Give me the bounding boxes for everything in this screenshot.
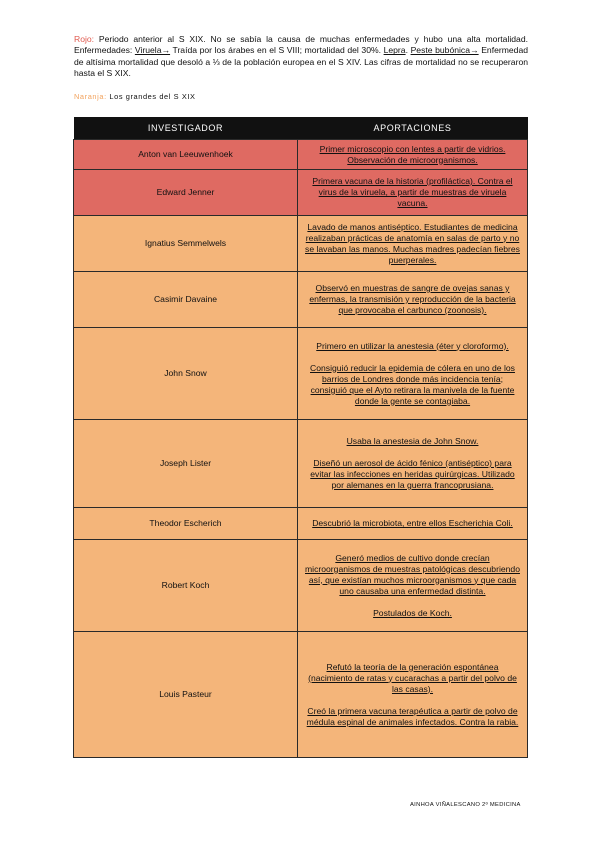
contribution-text: Usaba la anestesia de John Snow. [346, 436, 479, 446]
contribution-cell [298, 420, 528, 508]
footer-author: AINHOA VIÑALESCANO 2º MEDICINA [410, 802, 521, 808]
contribution-cell [298, 540, 528, 632]
investigator-name: Edward Jenner [74, 170, 298, 216]
intro-text-4: Enfermedad de altísima mortalidad que desoló a ⅓ de la población europea en el S XIV. Las cifras de mortalidad no se recuperaron hasta el S XIX. [74, 45, 529, 79]
investigator-name: Anton van Leeuwenhoek [74, 140, 298, 170]
contribution-cell [298, 508, 528, 540]
investigator-name: Ignatius Semmelwels [74, 216, 298, 272]
intro-paragraph [74, 34, 528, 80]
table-row [74, 216, 528, 272]
investigator-name: John Snow [74, 328, 298, 420]
contribution-text: Primera vacuna de la historia (profiláctica). Contra el virus de la viruela, a partir de muestras de viruela vacuna. [312, 176, 513, 208]
section-subtitle [74, 92, 196, 101]
contribution-text: Generó medios de cultivo donde crecían microorganismos de muestras patológicas descubriendo así, que existían muchos microorganismos y que cada uno causaba una enfermedad distinta. [305, 552, 520, 596]
investigator-name: Robert Koch [74, 540, 298, 632]
lepra-term: Lepra [383, 45, 406, 56]
naranja-label: Naranja: [74, 92, 107, 101]
contribution-text: Observó en muestras de sangre de ovejas sanas y enfermas, la transmisión y reproducción de la bacteria que provocaba el carbunco (zoonosis). [309, 283, 516, 315]
intro-text-2: Traída por los árabes en el S VIII; mortalidad del 30%. [170, 45, 384, 56]
subtitle-text: Los grandes del S XIX [106, 92, 196, 101]
table-row [74, 420, 528, 508]
investigator-name: Casimir Davaine [74, 272, 298, 328]
contribution-text: Postulados de Koch. [373, 607, 452, 618]
contribution-cell [298, 272, 528, 328]
contribution-text: Diseñó un aerosol de ácido fénico (antiséptico) para evitar las infecciones en heridas quirúrgicas. Utilizado por alemanes en la guerra francoprusiana. [310, 458, 515, 490]
table-row [74, 170, 528, 216]
viruela-term: Viruela→ [134, 45, 171, 56]
contribution-cell [298, 328, 528, 420]
intro-text-1: Periodo anterior al S XIX. No se sabía la causa de muchas enfermedades y hubo una alta mortalidad. Enfermedades: [74, 34, 528, 56]
table-row [74, 140, 528, 170]
intro-text-3: . [405, 45, 411, 56]
table-header-row [74, 117, 528, 140]
header-investigador: INVESTIGADOR [74, 117, 298, 140]
header-aportaciones: APORTACIONES [298, 117, 528, 140]
researchers-table [73, 117, 528, 758]
table-row [74, 540, 528, 632]
table-row [74, 508, 528, 540]
table-row [74, 272, 528, 328]
investigator-name: Louis Pasteur [74, 632, 298, 758]
contribution-cell [298, 216, 528, 272]
contribution-text: Creó la primera vacuna terapéutica a partir de polvo de médula espinal de animales infectados. Contra la rabia. [306, 705, 519, 727]
contribution-text: Lavado de manos antiséptico. Estudiantes de medicina realizaban prácticas de anatomía en salas de parto y no se lavaban las manos. Muchas madres padecían fiebres puerperales. [305, 221, 520, 265]
investigator-name: Joseph Lister [74, 420, 298, 508]
contribution-cell [298, 632, 528, 758]
peste-term: Peste bubónica→ [410, 45, 479, 56]
contribution-cell [298, 140, 528, 170]
contribution-cell [298, 170, 528, 216]
contribution-text: Descubrió la microbiota, entre ellos Escherichia Coli. [312, 518, 513, 528]
table-row [74, 328, 528, 420]
investigator-name: Theodor Escherich [74, 508, 298, 540]
contribution-text: Primero en utilizar la anestesia (éter y cloroformo). [316, 340, 509, 351]
table-body [74, 140, 528, 758]
rojo-label: Rojo: [74, 34, 95, 44]
contribution-text: Primer microscopio con lentes a partir de vidrios. Observación de microorganismos. [319, 143, 506, 165]
contribution-text: Consiguió reducir la epidemia de cólera en uno de los barrios de Londres donde más incidencia tenía; consiguió que el Ayto retirara la manivela de la fuente donde la gente se contagiaba. [310, 362, 515, 406]
table-row [74, 632, 528, 758]
contribution-text: Refutó la teoría de la generación espontánea (nacimiento de ratas y cucarachas a partir del polvo de las casas). [308, 661, 517, 694]
